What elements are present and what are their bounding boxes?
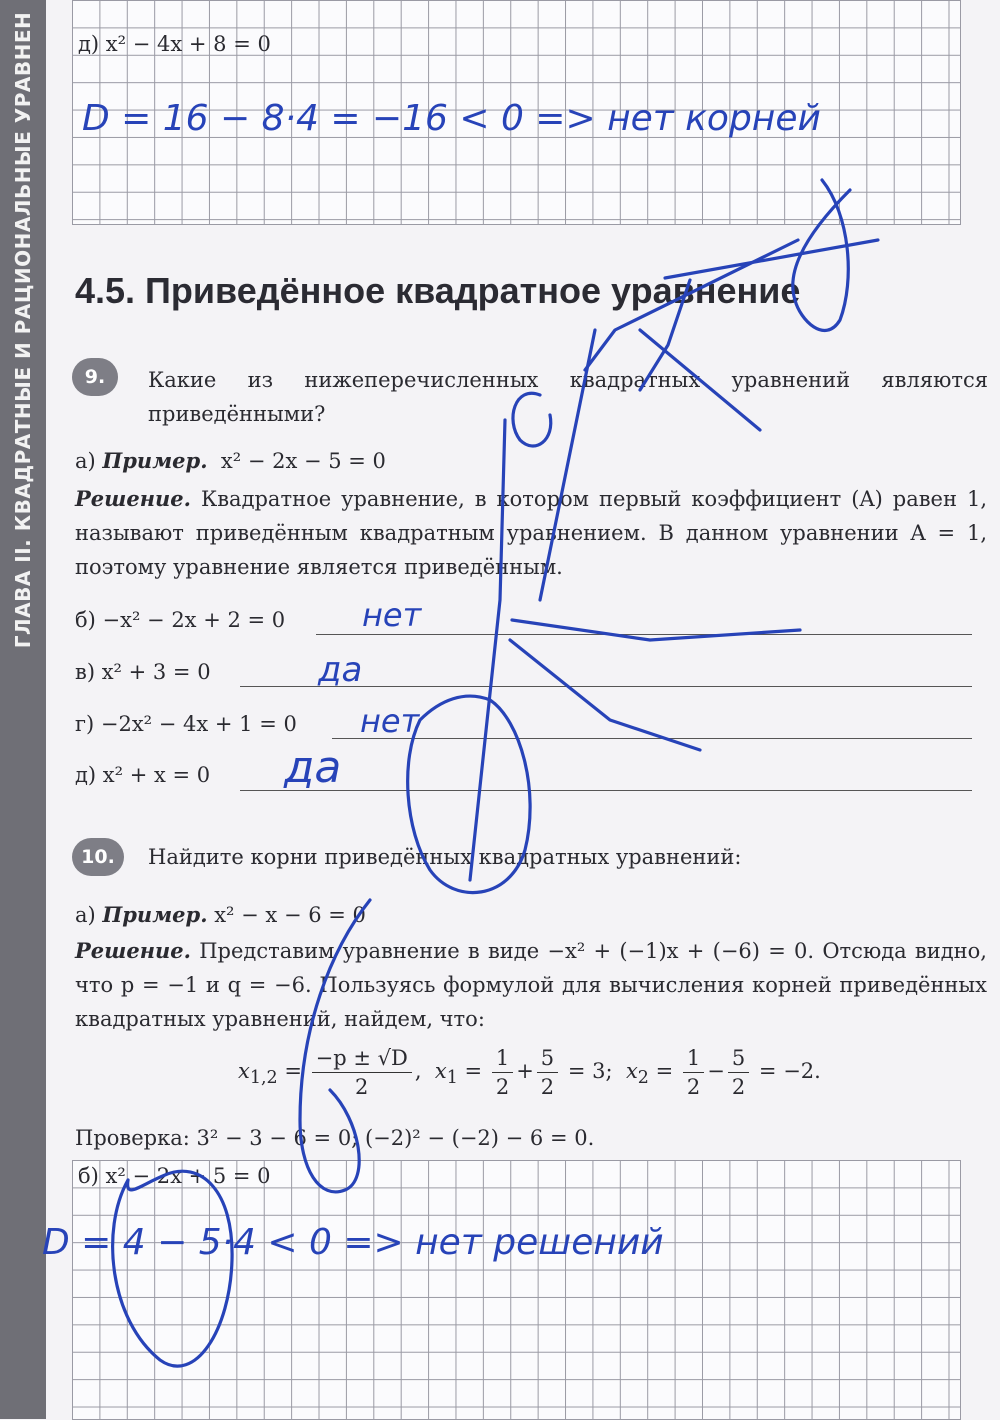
task10-question: Найдите корни приведённых квадратных уравнений: <box>148 845 742 869</box>
task9-item-g: г) −2x² − 4x + 1 = 0 <box>75 712 297 736</box>
task9-solution-word: Решение. <box>75 486 191 511</box>
task9-item-d-answer: да <box>284 742 342 793</box>
task10-example-word: Пример. <box>102 902 208 927</box>
task9-item-d: д) x² + x = 0 <box>75 763 211 787</box>
formula-x1-sub: 1 <box>446 1068 458 1089</box>
pen-stroke-vertical <box>470 420 505 880</box>
task10-solution-text: Представим уравнение в виде −x² + (−1)x + (−6) = 0. Отсюда видно, что p = −1 и q = −6. Пользуясь формулой для вычисления корней приведённых квадратных уравнений, найдем, что: <box>75 939 987 1031</box>
formula-f2-den: 2 <box>540 1075 555 1099</box>
task10-solution-word: Решение. <box>75 938 191 963</box>
formula-f1-den: 2 <box>495 1075 510 1099</box>
task9-example-equation: x² − 2x − 5 = 0 <box>220 449 386 473</box>
task9-example-label: а) <box>75 449 96 473</box>
pen-stroke-horizontal <box>512 620 800 640</box>
task10-check: Проверка: 3² − 3 − 6 = 0; (−2)² − (−2) − 6 = 0. <box>75 1126 595 1150</box>
task10-item-b: б) x² − 2x + 5 = 0 <box>78 1164 271 1188</box>
task9-example-word: Пример. <box>102 448 208 473</box>
task9-item-v-answer: да <box>318 650 363 690</box>
pen-stroke-diag-2 <box>665 240 878 278</box>
formula-f4-den: 2 <box>731 1075 746 1099</box>
task10-example-equation: x² − x − 6 = 0 <box>214 903 366 927</box>
formula-main-numerator: −p ± √D <box>312 1044 412 1073</box>
task9-item-b-answer: нет <box>362 596 422 634</box>
task10-number: 10. <box>72 838 124 876</box>
pen-circle-bottom <box>113 1171 232 1366</box>
pen-stroke-long <box>540 330 595 600</box>
handwritten-answer-top: D = 16 − 8·4 = −16 < 0 => нет корней <box>82 98 821 139</box>
section-title: 4.5. Приведённое квадратное уравнение <box>75 270 801 311</box>
formula-x2-sub: 2 <box>637 1068 649 1089</box>
formula-f1-num: 1 <box>492 1044 513 1073</box>
task9-item-b: б) −x² − 2x + 2 = 0 <box>75 608 286 632</box>
formula-x1-result: = 3; <box>567 1059 613 1083</box>
roots-formula: $x_{1,2}$ = $\frac{-p \pm √D}{2}$ , $x_1$ = $\frac{1}{2}$ + $\frac{5}{2}$ = 3; $x_2$ = $\frac{1}{2}$ − $\frac{5}{2}$ = −2. <box>238 1046 821 1099</box>
formula-x12-sub: 1,2 <box>249 1068 278 1089</box>
task9-question: Какие из нижеперечисленных квадратных уравнений являются приведёнными? <box>148 368 988 426</box>
pen-stroke-down <box>510 640 700 750</box>
formula-f3-den: 2 <box>686 1075 701 1099</box>
task10-example-label: а) <box>75 903 96 927</box>
task8-item-d-text: д) x² − 4x + 8 = 0 <box>78 32 271 56</box>
task9-solution-text: Квадратное уравнение, в котором первый коэффициент (A) равен 1, называют приведённым квадратным уравнением. В данном уравнении A = 1, поэтому уравнение является приведённым. <box>75 487 987 579</box>
task9-item-v: в) x² + 3 = 0 <box>75 660 211 684</box>
pen-small-loop <box>513 393 551 446</box>
formula-x1: x <box>434 1059 447 1083</box>
formula-x2: x <box>625 1059 638 1083</box>
task9-item-g-answer: нет <box>360 702 420 740</box>
formula-f4-num: 5 <box>728 1044 749 1073</box>
pen-curve-lower <box>300 900 370 1192</box>
chapter-title: ГЛАВА II. КВАДРАТНЫЕ И РАЦИОНАЛЬНЫЕ УРАВНЕН <box>11 11 35 649</box>
pen-circle-middle <box>408 696 530 892</box>
pen-stroke-diag-4 <box>640 330 760 430</box>
formula-x2-result: = −2. <box>758 1059 821 1083</box>
handwritten-answer-bottom: D = 4 − 5·4 < 0 => нет решений <box>42 1222 664 1263</box>
formula-main-denominator: 2 <box>355 1075 369 1099</box>
formula-x12: x <box>238 1059 250 1083</box>
formula-f3-num: 1 <box>683 1044 704 1073</box>
task9-number: 9. <box>72 358 118 396</box>
formula-f2-num: 5 <box>537 1044 558 1073</box>
